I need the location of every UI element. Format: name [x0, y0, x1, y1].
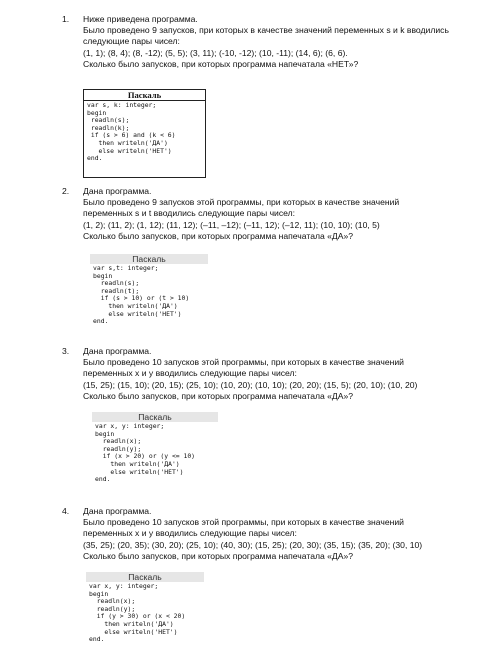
code-box: [90, 254, 208, 336]
code-box-header: Паскаль: [90, 254, 208, 264]
task-line: Сколько было запусков, при которых программа напечатала «НЕТ»?: [83, 58, 359, 69]
task-number: 2.: [62, 186, 70, 196]
task-number: 4.: [62, 506, 70, 516]
code-box: [92, 412, 218, 494]
task-line: (35, 25); (20, 35); (30, 20); (25, 10); (40, 30); (15, 25); (20, 30); (35, 15); (35, 20); (30, 10): [83, 539, 423, 550]
task-text: [83, 186, 488, 242]
task-line: Дана программа.: [83, 506, 152, 516]
task-number: 1.: [62, 14, 70, 24]
task-line: переменных x и y вводились следующие пары чисел:: [83, 368, 297, 379]
task-line: Было проведено 10 запусков этой программы, при которых в качестве значений: [83, 517, 404, 528]
task-line: (1, 2); (11, 2); (1, 12); (11, 12); (–11, –12); (–11, 12); (–12, 11); (10, 10); (10, 5): [83, 219, 380, 230]
task-line: следующие пары чисел:: [83, 36, 180, 47]
task-line: (1, 1); (8, 4); (8, -12); (5, 5); (3, 11); (-10, -12); (10, -11); (14, 6); (6, 6).: [83, 47, 348, 58]
code-box: [86, 572, 204, 654]
task-line: Дана программа.: [83, 346, 152, 356]
code-box-header: Паскаль: [84, 90, 205, 101]
task-text: [83, 14, 488, 70]
task-line: Ниже приведена программа.: [83, 14, 198, 24]
task-line: переменных s и t вводились следующие пары чисел:: [83, 208, 296, 219]
task-text: [83, 346, 488, 402]
task-line: Сколько было запусков, при которых программа напечатала «ДА»?: [83, 550, 354, 561]
code-box-header: Паскаль: [92, 412, 218, 422]
pascal-code: var s,t: integer; begin readln(s); readln(t); if (s > 10) or (t > 10) then writeln('ДА') else writeln('НЕТ') end.: [93, 264, 190, 326]
task-number: 3.: [62, 346, 70, 356]
task-line: Сколько было запусков, при которых программа напечатала «ДА»?: [83, 390, 354, 401]
task-line: переменных x и y вводились следующие пары чисел:: [83, 528, 297, 539]
pascal-code: var x, y: integer; begin readln(x); readln(y); if (x > 20) or (y <= 10) then writeln('ДА') else writeln('НЕТ') end.: [95, 422, 196, 484]
task-text: [83, 506, 488, 562]
pascal-code: var s, k: integer; begin readln(s); readln(k); if (s > 6) and (k < 6) then writeln('ДА') else writeln('НЕТ') end.: [87, 101, 176, 163]
task-line: (15, 25); (15, 10); (20, 15); (25, 10); (10, 20); (10, 10); (20, 20); (15, 5); (20, 10); (10, 20): [83, 379, 418, 390]
task-line: Дана программа.: [83, 186, 152, 196]
task-line: Было проведено 9 запусков этой программы, при которых в качестве значений: [83, 197, 400, 208]
code-box: [83, 89, 206, 178]
task-line: Было проведено 9 запусков, при которых в качестве значений переменных s и k вводились: [83, 25, 449, 36]
task-line: Сколько было запусков, при которых программа напечатала «ДА»?: [83, 230, 354, 241]
pascal-code: var x, y: integer; begin readln(x); readln(y); if (y > 30) or (x < 20) then writeln('ДА') else writeln('НЕТ') end.: [89, 582, 186, 644]
task-line: Было проведено 10 запусков этой программы, при которых в качестве значений: [83, 357, 404, 368]
code-box-header: Паскаль: [86, 572, 204, 582]
